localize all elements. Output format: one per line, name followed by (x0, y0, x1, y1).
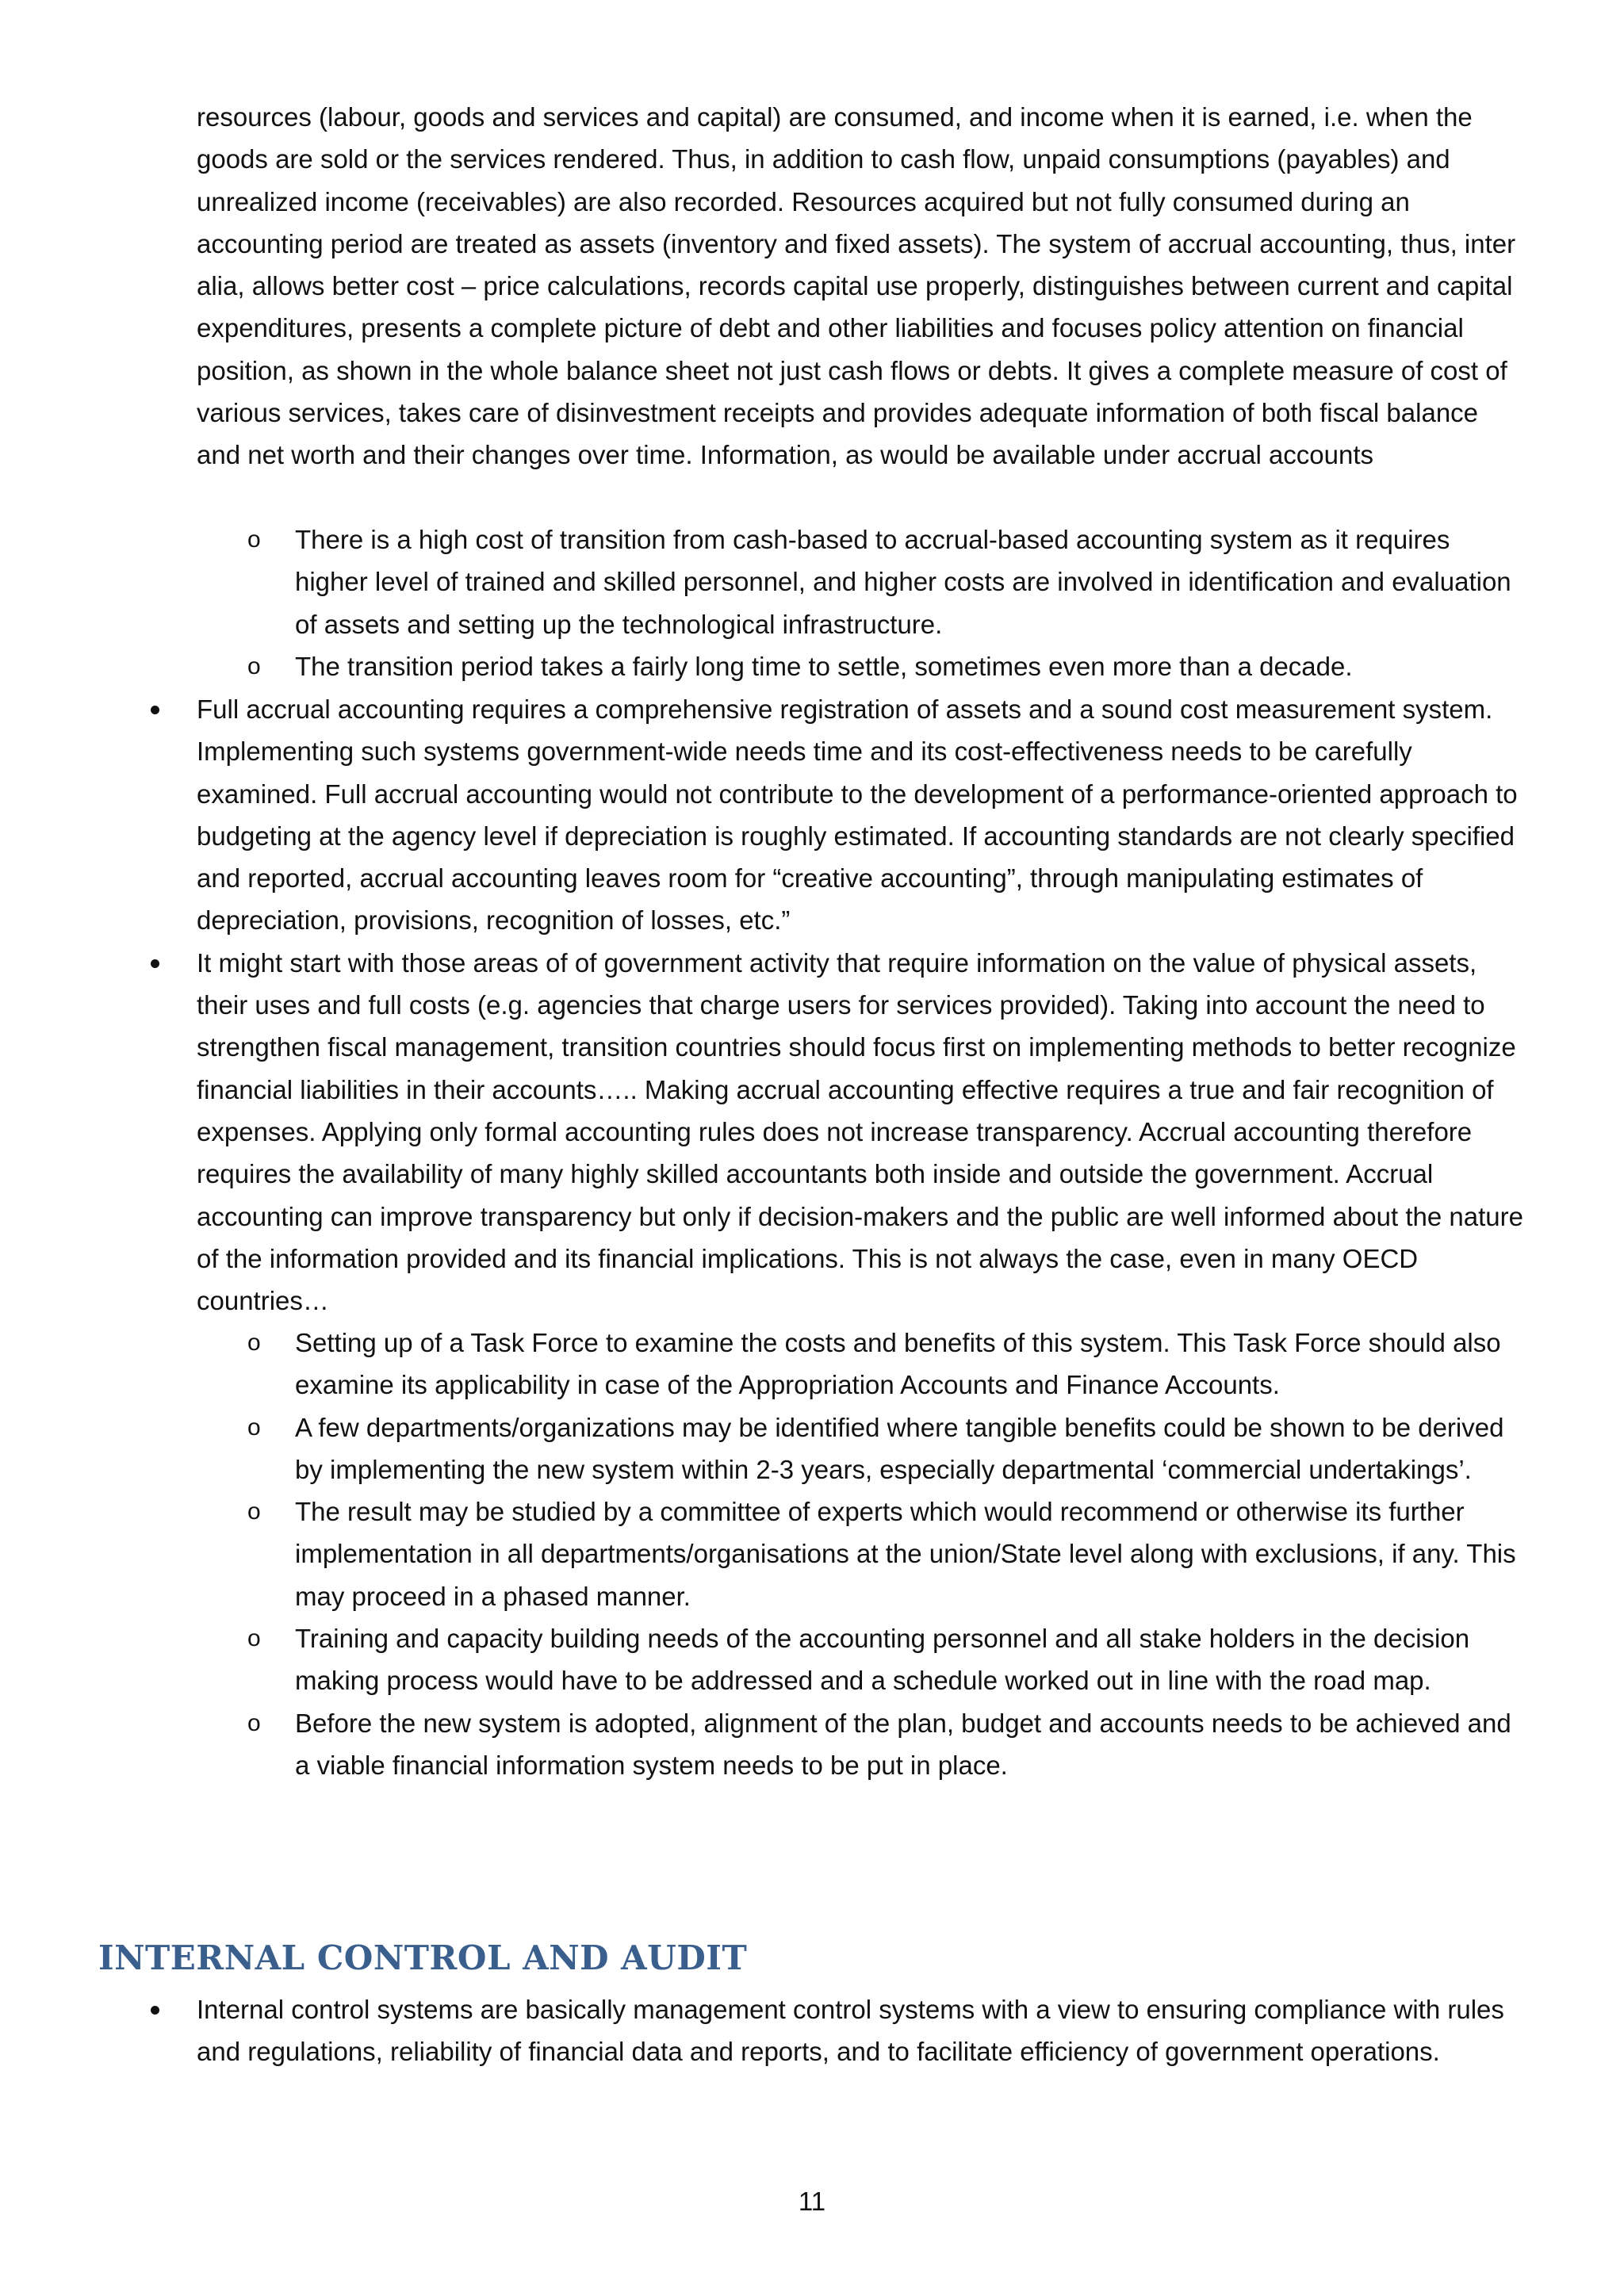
bullet-text: It might start with those areas of of government activity that require information on the value of physical assets, their uses and full costs (e.g. agencies that charge users for services provided). Taking into account the need to strengthen fiscal management, transition countries should focus first on implementing methods to better recognize financial liabilities in their accounts….. Making accrual accounting effective requires a true and fair recognition of expenses. Applying only formal accounting rules does not increase transparency. Accrual accounting therefore requires the availability of many highly skilled accountants both inside and outside the government. Accrual accounting can improve transparency but only if decision-makers and the public are well informed about the nature of the information provided and its financial implications. This is not always the case, even in many OECD countries… (197, 947, 1523, 1316)
internal-control-bullet-list (197, 1988, 1529, 2073)
accrual-bullet-list (197, 688, 1529, 1322)
circle-bullet-icon: o (247, 652, 261, 679)
sub-item-text: The transition period takes a fairly long time to settle, sometimes even more than a decade. (295, 651, 1353, 681)
bullet-text: Full accrual accounting requires a comprehensive registration of assets and a sound cost measurement system. Implementing such systems government-wide needs time and its cost-effectiveness needs to be carefully examined. Full accrual accounting would not contribute to the development of a performance-oriented approach to budgeting at the agency level if depreciation is roughly estimated. If accounting standards are not clearly specified and reported, accrual accounting leaves room for “creative accounting”, through manipulating estimates of depreciation, provisions, recognition of losses, etc.” (197, 695, 1518, 936)
sub-item-text: Setting up of a Task Force to examine the costs and benefits of this system. This Task Force should also examine its applicability in case of the Appropriation Accounts and Finance Accounts. (295, 1328, 1501, 1400)
sub-item-text: Before the new system is adopted, alignment of the plan, budget and accounts needs to be achieved and a viable financial information system needs to be put in place. (295, 1708, 1511, 1780)
sub-item-text: There is a high cost of transition from cash-based to accrual-based accounting system as it requires higher level of trained and skilled personnel, and higher costs are involved in identification and evaluation of assets and setting up the technological infrastructure. (295, 525, 1511, 639)
circle-bullet-icon: o (247, 1330, 261, 1356)
list-item (247, 1702, 1529, 1787)
list-item (247, 1490, 1529, 1617)
bullet-text: Internal control systems are basically management control systems with a view to ensuring compliance with rules and regulations, reliability of financial data and reports, and to facilitate efficiency of government operations. (197, 1995, 1504, 2067)
circle-bullet-icon: o (247, 1498, 261, 1525)
accrual-intro-paragraph: resources (labour, goods and services and capital) are consumed, and income when it is earned, i.e. when the goods are sold or the services rendered. Thus, in addition to cash flow, unpaid consumptions (payables) and unrealized income (receivables) are also recorded. Resources acquired but not fully consumed during an accounting period are treated as assets (inventory and fixed assets). The system of accrual accounting, thus, inter alia, allows better cost – price calculations, records capital use properly, distinguishes between current and capital expenditures, presents a complete picture of debt and other liabilities and focuses policy attention on financial position, as shown in the whole balance sheet not just cash flows or debts. It gives a complete measure of cost of various services, takes care of disinvestment receipts and provides adequate information of both fiscal balance and net worth and their changes over time. Information, as would be available under accrual accounts (197, 102, 1516, 470)
list-item (247, 1617, 1529, 1702)
list-item (197, 1988, 1529, 2073)
transition-cost-sublist (247, 519, 1529, 687)
list-item (247, 645, 1529, 687)
circle-bullet-icon: o (247, 1414, 261, 1441)
list-item (197, 688, 1529, 942)
bullet-icon (151, 706, 159, 714)
sub-item-text: The result may be studied by a committee of experts which would recommend or otherwise its further implementation in all departments/organisations at the union/State level along with exclusions, if any. This may proceed in a phased manner. (295, 1497, 1516, 1611)
list-item (247, 1406, 1529, 1491)
sub-item-text: A few departments/organizations may be identified where tangible benefits could be shown to be derived by implementing the new system within 2-3 years, especially departmental ‘commercial undertakings’. (295, 1412, 1504, 1484)
bullet-icon (151, 959, 159, 968)
sub-item-text: Training and capacity building needs of the accounting personnel and all stake holders in the decision making process would have to be addressed and a schedule worked out in line with the road map. (295, 1624, 1470, 1696)
circle-bullet-icon: o (247, 1709, 261, 1736)
bullet-icon (151, 2006, 159, 2015)
list-item (197, 942, 1529, 1322)
circle-bullet-icon: o (247, 1625, 261, 1652)
list-item (247, 519, 1529, 645)
section-heading: INTERNAL CONTROL AND AUDIT (98, 1938, 748, 1977)
recommendation-sublist (247, 1322, 1529, 1786)
list-item (247, 1322, 1529, 1406)
circle-bullet-icon: o (247, 526, 261, 553)
page-number: 11 (798, 2187, 826, 2216)
